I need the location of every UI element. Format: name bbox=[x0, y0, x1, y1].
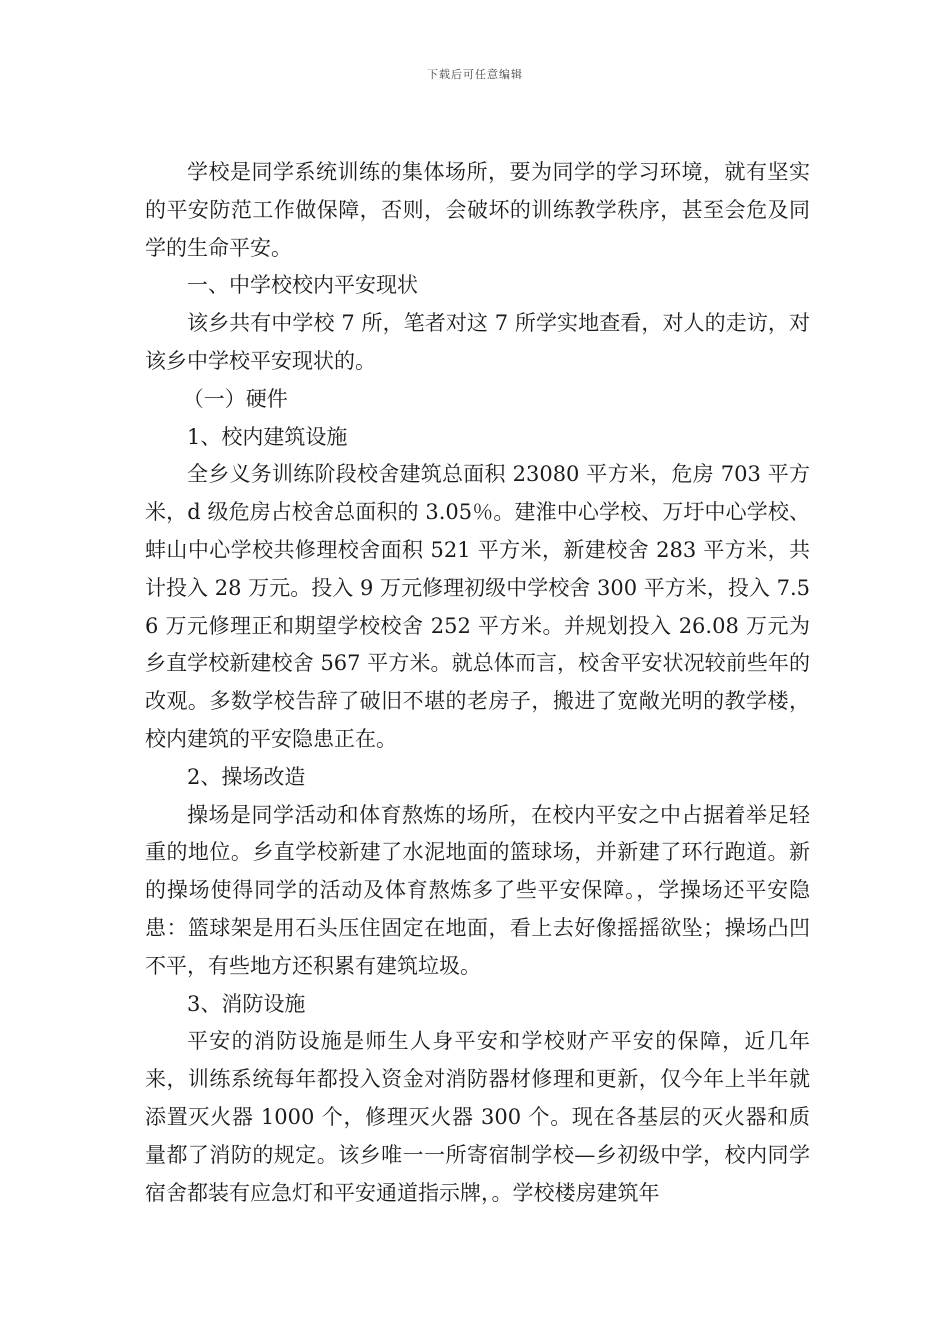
item-heading-buildings: 1、校内建筑设施 bbox=[187, 424, 348, 449]
document-body bbox=[145, 154, 810, 1212]
subsection-heading-hardware: （一）硬件 bbox=[182, 386, 288, 411]
item-heading-playground: 2、操场改造 bbox=[187, 764, 306, 789]
paragraph-fire-safety: 平安的消防设施是师生人身平安和学校财产平安的保障，近几年来，训练系统每年都投入资金对消防器材修理和更新，仅今年上半年就添置灭火器 1000 个，修理灭火器 300 个。现在各基层的灭火器和质量都了消防的规定。该乡唯一一所寄宿制学校—乡初级中学，校内同学宿舍都装有应急灯和平安通道指示牌，。学校楼房建筑年 bbox=[145, 1029, 810, 1205]
paragraph-playground: 操场是同学活动和体育熬炼的场所，在校内平安之中占据着举足轻重的地位。乡直学校新建了水泥地面的篮球场，并新建了环行跑道。新的操场使得同学的活动及体育熬炼多了些平安保障。，学操场还平安隐患：篮球架是用石头压住固定在地面，看上去好像摇摇欲坠；操场凸凹不平，有些地方还积累有建筑垃圾。 bbox=[145, 802, 810, 978]
item-heading-fire-safety: 3、消防设施 bbox=[187, 991, 306, 1016]
paragraph-intro: 学校是同学系统训练的集体场所，要为同学的学习环境，就有坚实的平安防范工作做保障，否则，会破坏的训练教学秩序，甚至会危及同学的生命平安。 bbox=[145, 160, 810, 260]
section-heading-1: 一、中学校校内平安现状 bbox=[187, 273, 418, 298]
paragraph-buildings: 全乡义务训练阶段校舍建筑总面积 23080 平方米，危房 703 平方米，d 级危房占校舍总面积的 3.05％。建淮中心学校、万圩中心学校、蚌山中心学校共修理校舍面积 521 平方米，新建校舍 283 平方米，共计投入 28 万元。投入 9 万元修理初级中学校舍 300 平方米，投入 7.56 万元修理正和期望学校校舍 252 平方米。并规划投入 26.08 万元为乡直学校新建校舍 567 平方米。就总体而言，校舍平安状况较前些年的改观。多数学校告辞了破旧不堪的老房子，搬进了宽敞光明的教学楼，校内建筑的平安隐患正在。 bbox=[145, 462, 810, 751]
paragraph-survey: 该乡共有中学校 7 所，笔者对这 7 所学实地查看，对人的走访，对该乡中学校平安现状的。 bbox=[145, 311, 810, 373]
page-header: 下载后可任意编辑 bbox=[427, 68, 523, 81]
